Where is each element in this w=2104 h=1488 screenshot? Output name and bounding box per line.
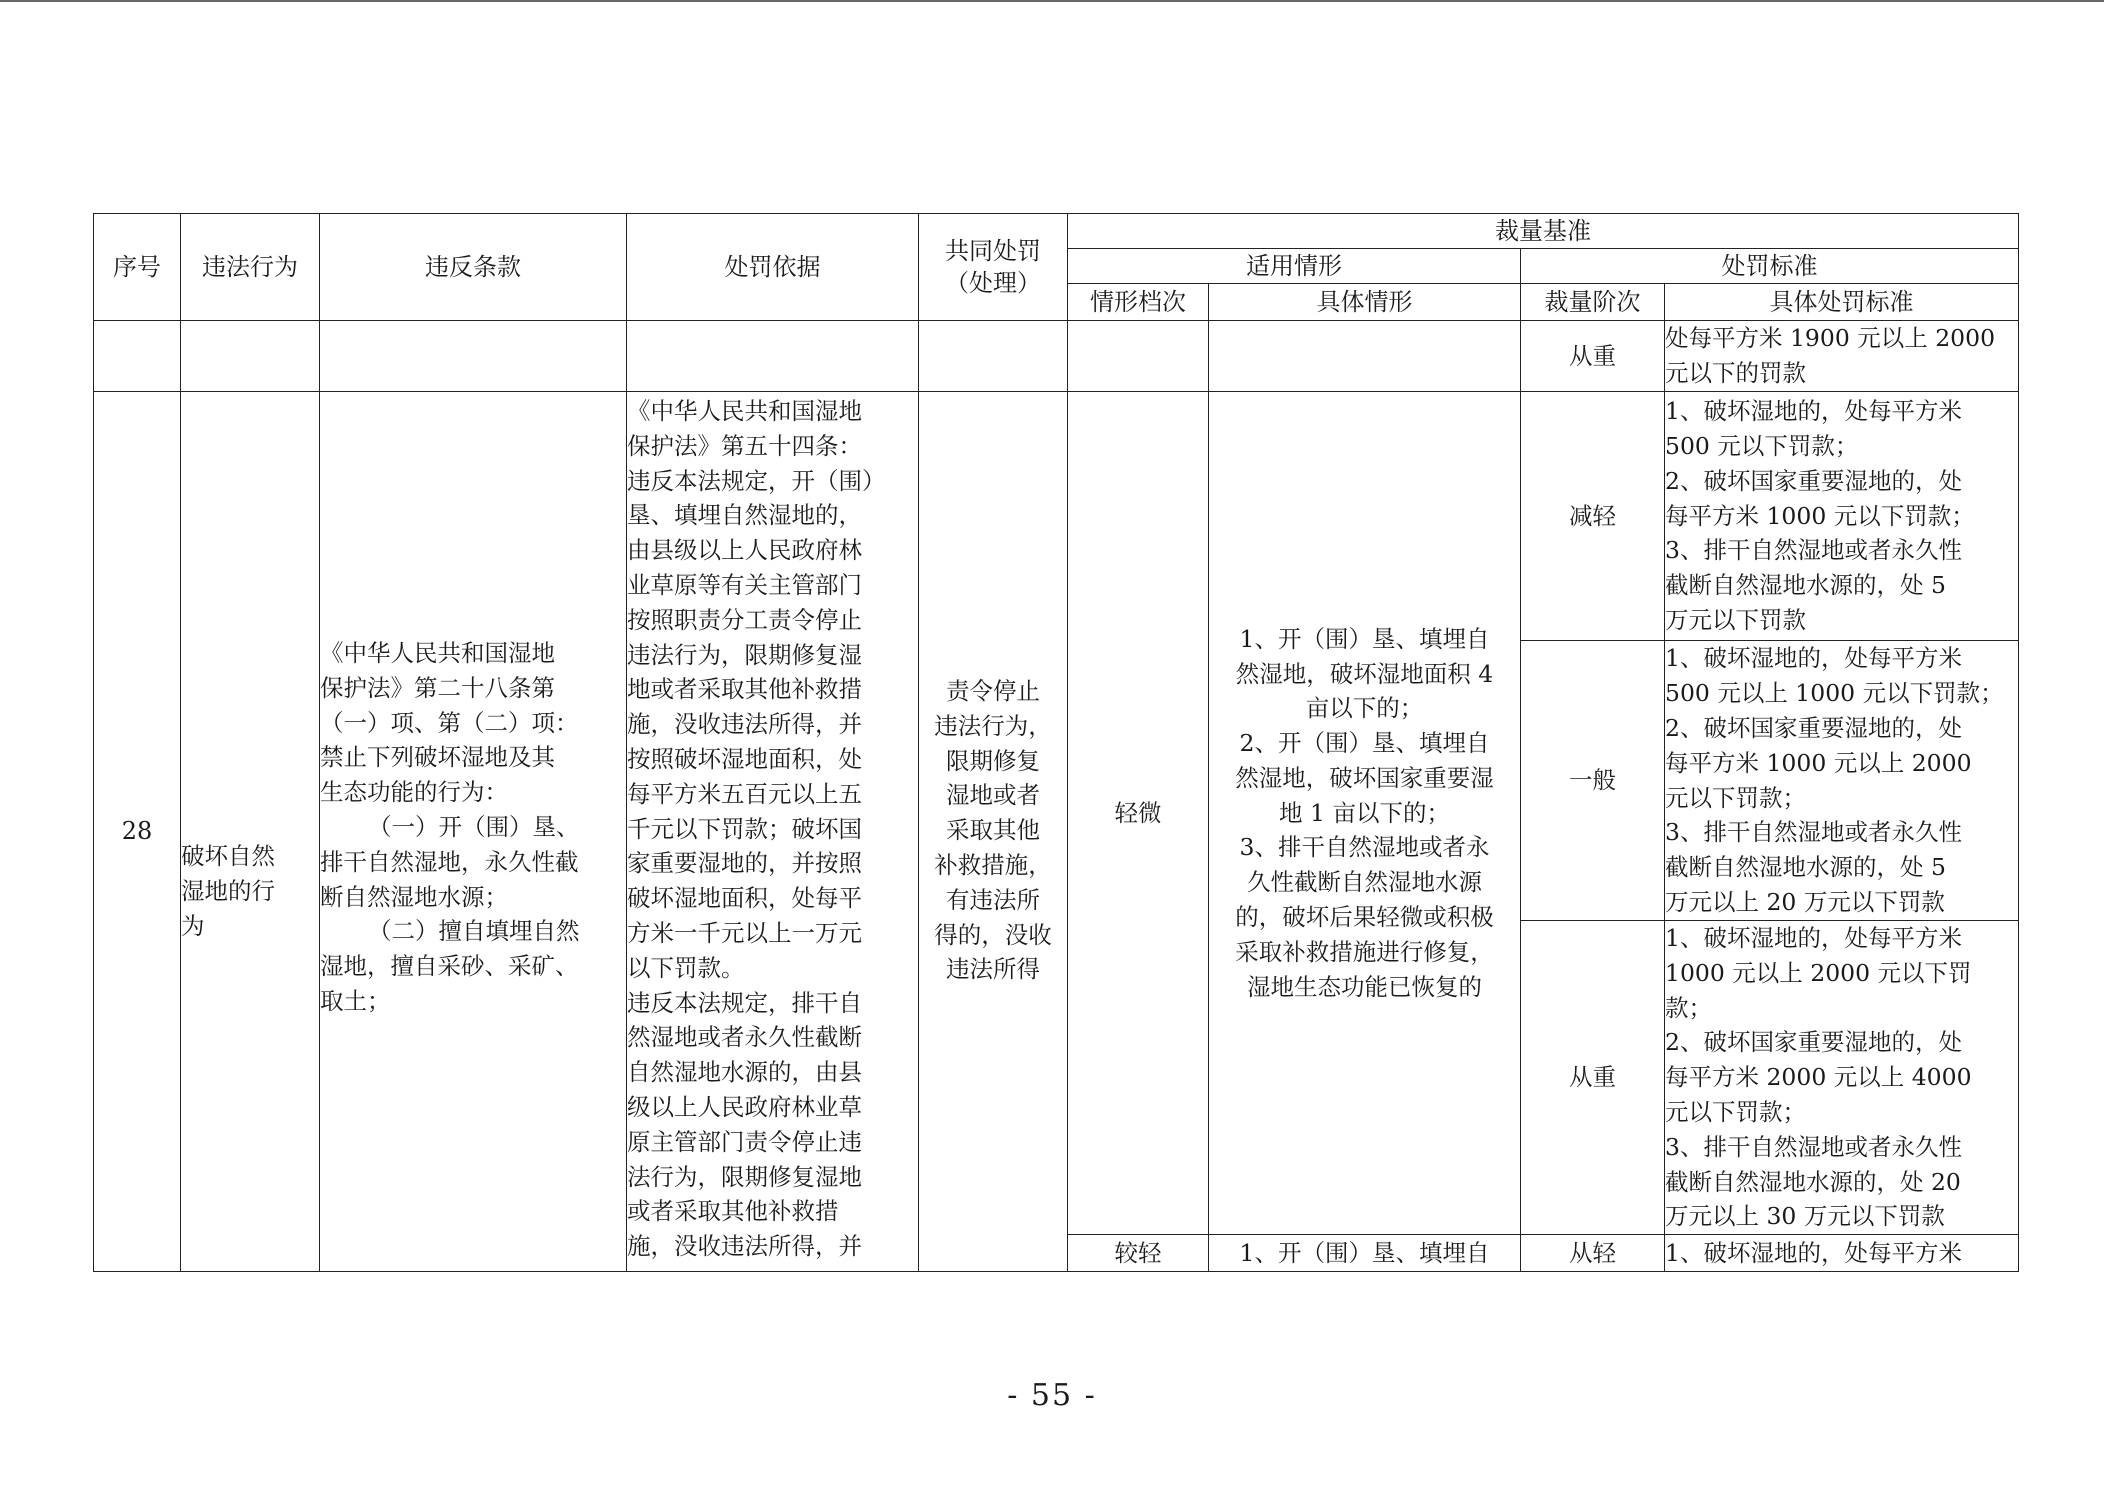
std-line: 截断自然湿地水源的，处 5 (1665, 571, 1946, 600)
situation-line: 湿地生态功能已恢复的 (1247, 972, 1482, 1001)
basis-line: 按照破坏湿地面积，处 (627, 744, 862, 773)
header-basis: 处罚依据 (627, 214, 919, 321)
std-line: 每平方米 1000 元以上 2000 (1665, 748, 1972, 777)
header-clause: 违反条款 (320, 214, 627, 321)
behavior-line: 为 (181, 911, 205, 940)
common-line: 责令停止 (946, 677, 1040, 705)
row-clause (320, 392, 627, 1272)
header-common-line1: 共同处罚 (945, 237, 1041, 265)
basis-line: 施，没收违法所得，并 (627, 710, 862, 739)
basis-line: 业草原等有关主管部门 (627, 570, 862, 599)
common-line: 采取其他 (946, 816, 1040, 845)
table-row (94, 321, 2019, 392)
std-line: 处每平方米 1900 元以上 2000 (1665, 324, 1996, 353)
basis-line: 违反本法规定，开（围） (627, 466, 886, 495)
basis-line: 按照职责分工责令停止 (627, 605, 862, 634)
basis-line: 破坏湿地面积，处每平 (627, 884, 862, 913)
common-line: 湿地或者 (946, 781, 1040, 810)
clause-line: （二）擅自填埋自然 (368, 917, 580, 946)
basis-line: 违法行为，限期修复湿 (627, 640, 862, 669)
next-level: 较轻 (1068, 1235, 1209, 1272)
std-line: 3、排干自然湿地或者永久性 (1665, 818, 1962, 847)
common-line: 得的，没收 (934, 920, 1052, 949)
std-line: 万元以下罚款 (1665, 605, 1806, 634)
clause-line: 《中华人民共和国湿地 (320, 639, 555, 667)
header-seq: 序号 (94, 214, 181, 321)
basis-line: 施，没收违法所得，并 (627, 1232, 862, 1261)
basis-line: 或者采取其他补救措 (627, 1197, 839, 1226)
situation-line: 的，破坏后果轻微或积极 (1235, 903, 1494, 932)
row-seq: 28 (94, 392, 181, 1272)
header-discretion: 裁量基准 (1068, 214, 2019, 249)
basis-line: 原主管部门责令停止违 (627, 1127, 862, 1156)
header-common-line2: （处理） (945, 269, 1041, 297)
clause-line: 排干自然湿地，永久性截 (320, 847, 579, 876)
std-line: 截断自然湿地水源的，处 20 (1665, 1167, 1961, 1196)
situation-line: 2、开（围）垦、填埋自 (1239, 729, 1490, 758)
basis-line: 级以上人民政府林业草 (627, 1092, 862, 1121)
std-line: 3、排干自然湿地或者永久性 (1665, 536, 1962, 565)
grade-reduce: 减轻 (1521, 392, 1665, 641)
std-line: 款； (1665, 993, 1712, 1022)
row-basis (627, 392, 919, 1272)
row-common (919, 392, 1068, 1272)
basis-line: 法行为，限期修复湿地 (627, 1162, 862, 1191)
header-applicable: 适用情形 (1068, 249, 1521, 284)
basis-line: 垦、填埋自然湿地的， (627, 501, 862, 530)
top-rule (0, 0, 2104, 2)
prev-std (1665, 321, 2019, 392)
std-line: 每平方米 1000 元以下罚款； (1665, 501, 1975, 530)
basis-line: 以下罚款。 (627, 953, 745, 982)
situation-line: 然湿地，破坏湿地面积 4 (1235, 659, 1494, 688)
clause-line: 断自然湿地水源； (320, 882, 508, 911)
basis-line: 自然湿地水源的，由县 (627, 1058, 862, 1087)
common-line: 补救措施， (934, 850, 1052, 879)
situation-line: 1、开（围）垦、填埋自 (1239, 624, 1490, 653)
std-line: 元以下罚款； (1665, 783, 1806, 812)
basis-line: 由县级以上人民政府林 (627, 536, 862, 565)
common-line: 违法所得 (946, 955, 1040, 984)
std-line: 3、排干自然湿地或者永久性 (1665, 1132, 1962, 1161)
header-level: 情形档次 (1068, 284, 1209, 321)
situation-line: 然湿地，破坏国家重要湿 (1235, 763, 1494, 792)
basis-line: 《中华人民共和国湿地 (627, 397, 862, 425)
situation-line: 久性截断自然湿地水源 (1247, 868, 1482, 897)
next-situation: 1、开（围）垦、填埋自 (1209, 1235, 1521, 1272)
std-line: 1、破坏湿地的，处每平方米 (1665, 924, 1962, 952)
next-grade: 从轻 (1521, 1235, 1665, 1272)
situation-line: 亩以下的； (1305, 694, 1424, 723)
header-specific: 具体情形 (1209, 284, 1521, 321)
basis-line: 地或者采取其他补救措 (627, 675, 862, 704)
page-number: - 55 - (1007, 1378, 1097, 1413)
behavior-line: 破坏自然 (181, 842, 275, 871)
std-heavy (1665, 921, 2019, 1235)
common-line: 有违法所 (946, 885, 1040, 914)
basis-line: 千元以下罚款；破坏国 (627, 814, 862, 843)
grade-heavy: 从重 (1521, 921, 1665, 1235)
discretion-table (93, 213, 2019, 1272)
std-normal (1665, 641, 2019, 921)
std-line: 1、破坏湿地的，处每平方米 (1665, 397, 1962, 426)
std-line: 2、破坏国家重要湿地的，处 (1665, 713, 1962, 742)
std-line: 元以下的罚款 (1665, 359, 1806, 387)
std-line: 截断自然湿地水源的，处 5 (1665, 853, 1946, 882)
next-std: 1、破坏湿地的，处每平方米 (1665, 1235, 2019, 1272)
header-common (919, 214, 1068, 321)
std-line: 2、破坏国家重要湿地的，处 (1665, 466, 1962, 495)
header-behavior: 违法行为 (181, 214, 320, 321)
common-line: 限期修复 (946, 746, 1040, 775)
header-specific-std: 具体处罚标准 (1665, 284, 2019, 321)
basis-line: 违反本法规定，排干自 (627, 988, 862, 1017)
situation-line: 3、排干自然湿地或者永 (1239, 833, 1490, 862)
std-line: 500 元以上 1000 元以下罚款； (1665, 679, 2004, 708)
row-behavior (181, 392, 320, 1272)
std-line: 万元以上 20 万元以下罚款 (1665, 887, 1945, 916)
prev-grade: 从重 (1521, 321, 1665, 392)
situation-line: 地 1 亩以下的； (1279, 798, 1450, 827)
behavior-line: 湿地的行 (181, 877, 275, 906)
common-line: 违法行为， (934, 711, 1052, 740)
std-line: 1、破坏湿地的，处每平方米 (1665, 644, 1962, 673)
header-grade: 裁量阶次 (1521, 284, 1665, 321)
clause-line: 禁止下列破坏湿地及其 (320, 743, 555, 772)
clause-line: 保护法》第二十八条第 (320, 673, 555, 702)
row-situation (1209, 392, 1521, 1235)
std-line: 每平方米 2000 元以上 4000 (1665, 1063, 1972, 1092)
clause-line: （一）开（围）垦、 (368, 812, 580, 841)
std-line: 元以下罚款； (1665, 1097, 1806, 1126)
header-penalty-std: 处罚标准 (1521, 249, 2019, 284)
basis-line: 保护法》第五十四条： (627, 431, 862, 460)
clause-line: 取土； (320, 986, 391, 1015)
basis-line: 每平方米五百元以上五 (627, 779, 862, 808)
clause-line: （一）项、第（二）项： (320, 708, 579, 737)
situation-line: 采取补救措施进行修复， (1235, 937, 1494, 966)
row-level: 轻微 (1068, 392, 1209, 1235)
std-line: 万元以上 30 万元以下罚款 (1665, 1202, 1945, 1231)
basis-line: 家重要湿地的，并按照 (627, 849, 862, 878)
basis-line: 然湿地或者永久性截断 (627, 1023, 862, 1052)
std-line: 2、破坏国家重要湿地的，处 (1665, 1028, 1962, 1057)
table-row (94, 392, 2019, 641)
clause-line: 生态功能的行为： (320, 778, 508, 807)
basis-line: 方米一千元以上一万元 (627, 918, 862, 947)
std-line: 500 元以下罚款； (1665, 432, 1859, 460)
clause-line: 湿地，擅自采砂、采矿、 (320, 952, 579, 981)
std-line: 1000 元以上 2000 元以下罚 (1665, 958, 1972, 987)
grade-normal: 一般 (1521, 641, 1665, 921)
std-reduce (1665, 392, 2019, 641)
